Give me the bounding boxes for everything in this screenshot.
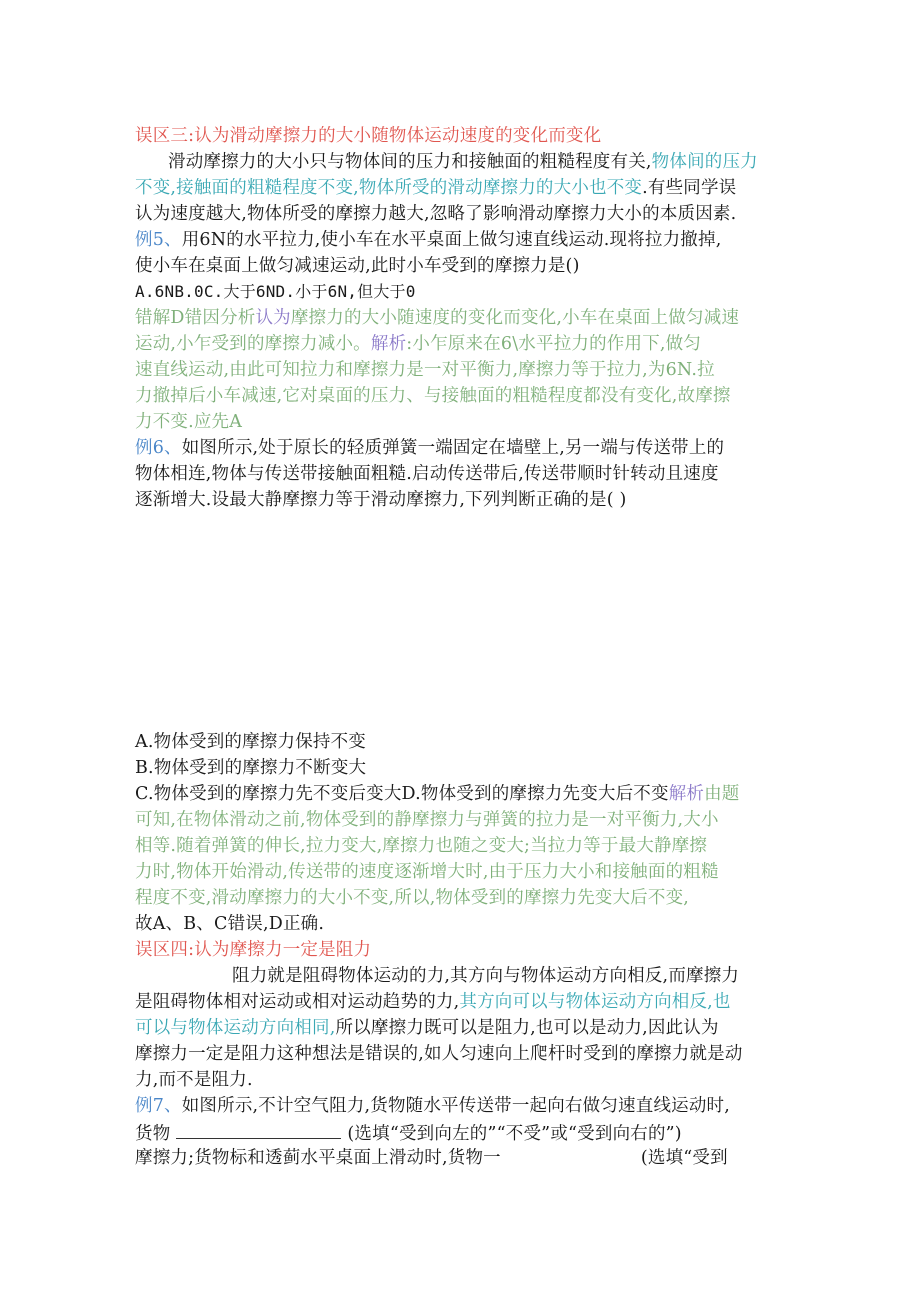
example-6-option-cd: C.物体受到的摩擦力先不变后变大D.物体受到的摩擦力先变大后不变解析由题 bbox=[135, 784, 740, 804]
example-7-line: 货物 (选填“受到向左的”“不受”或“受到向右的”) bbox=[135, 1120, 682, 1146]
example-5-analysis: 运动,小乍受到的摩擦力减小。解析:小乍原来在6\水平拉力的作用下,做匀 bbox=[135, 334, 702, 354]
example-6-option-b: B.物体受到的摩擦力不断变大 bbox=[135, 758, 367, 778]
paragraph-line: 摩擦力一定是阻力这种想法是错误的,如人匀速向上爬杆时受到的摩擦力就是动 bbox=[135, 1044, 743, 1064]
paragraph-line: 力,而不是阻力. bbox=[135, 1070, 253, 1090]
figure-placeholder bbox=[135, 490, 785, 725]
example-7-line: 摩擦力;货物标和透蓟水平桌面上滑动时,货物一 (选填“受到 bbox=[135, 1148, 728, 1168]
paragraph-line: 阻力就是阻碍物体运动的力,其方向与物体运动方向相反,而摩擦力 bbox=[232, 966, 740, 986]
example-label: 例7、 bbox=[135, 1096, 182, 1116]
example-label: 例5、 bbox=[135, 230, 182, 250]
example-5-analysis: 错解D错因分析认为摩擦力的大小随速度的变化而变化,小车在桌面上做匀减速 bbox=[135, 308, 740, 328]
example-6-line: 逐渐增大.设最大静摩擦力等于滑动摩擦力,下列判断正确的是( ) bbox=[135, 490, 627, 510]
example-6-line: 例6、如图所示,处于原长的轻质弹簧一端固定在墙壁上,另一端与传送带上的 bbox=[135, 438, 725, 458]
example-6-analysis: 可知,在物体滑动之前,物体受到的静摩擦力与弹簧的拉力是一对平衡力,大小 bbox=[135, 810, 719, 830]
example-5-analysis: 力不变.应先A bbox=[135, 412, 243, 432]
example-6-analysis: 力时,物体开始滑动,传送带的速度逐渐增大时,由于压力大小和接触面的粗糙 bbox=[135, 862, 719, 882]
example-6-conclusion: 故A、B、C错误,D正确. bbox=[135, 914, 325, 934]
example-7-line: 例7、如图所示,不计空气阻力,货物随水平传送带一起向右做匀速直线运动时, bbox=[135, 1096, 731, 1116]
paragraph-line: 滑动摩擦力的大小只与物体间的压力和接触面的粗糙程度有关,物体间的压力 bbox=[168, 152, 758, 172]
example-5-line: 例5、用6N的水平拉力,使小车在水平桌面上做匀速直线运动.现将拉力撤掉, bbox=[135, 230, 722, 250]
paragraph-line: 是阻碍物体相对运动或相对运动趋势的力,其方向可以与物体运动方向相反,也 bbox=[135, 992, 731, 1012]
example-5-analysis: 力撤掉后小车减速,它对桌面的压力、与接触面的粗糙程度都没有变化,故摩擦 bbox=[135, 386, 731, 406]
paragraph-line: 认为速度越大,物体所受的摩擦力越大,忽略了影响滑动摩擦力大小的本质因素. bbox=[135, 204, 737, 224]
example-6-line: 物体相连,物体与传送带接触面粗糙.启动传送带后,传送带顺时针转动且速度 bbox=[135, 464, 719, 484]
misconception-4-title: 误区四:认为摩擦力一定是阻力 bbox=[135, 940, 372, 960]
example-6-analysis: 相等.随着弹簧的伸长,拉力变大,摩擦力也随之变大;当拉力等于最大静摩擦 bbox=[135, 836, 708, 856]
answer-blank[interactable] bbox=[176, 1120, 341, 1139]
misconception-3-title: 误区三:认为滑动摩擦力的大小随物体运动速度的变化而变化 bbox=[135, 126, 602, 146]
example-5-line: 使小车在桌面上做匀减速运动,此时小车受到的摩擦力是() bbox=[135, 256, 580, 276]
example-6-analysis: 程度不变,滑动摩擦力的大小不变,所以,物体受到的摩擦力先变大后不变, bbox=[135, 888, 690, 908]
example-5-options: A.6NB.0C.大于6ND.小于6N,但大于0 bbox=[135, 282, 416, 301]
paragraph-line: 不变,接触面的粗糙程度不变,物体所受的滑动摩擦力的大小也不变.有些同学误 bbox=[135, 178, 737, 198]
example-label: 例6、 bbox=[135, 438, 182, 458]
example-5-analysis: 速直线运动,由此可知拉力和摩擦力是一对平衡力,摩擦力等于拉力,为6N.拉 bbox=[135, 360, 715, 380]
example-6-option-a: A.物体受到的摩擦力保持不变 bbox=[135, 732, 366, 752]
paragraph-line: 可以与物体运动方向相同,所以摩擦力既可以是阻力,也可以是动力,因此认为 bbox=[135, 1018, 719, 1038]
